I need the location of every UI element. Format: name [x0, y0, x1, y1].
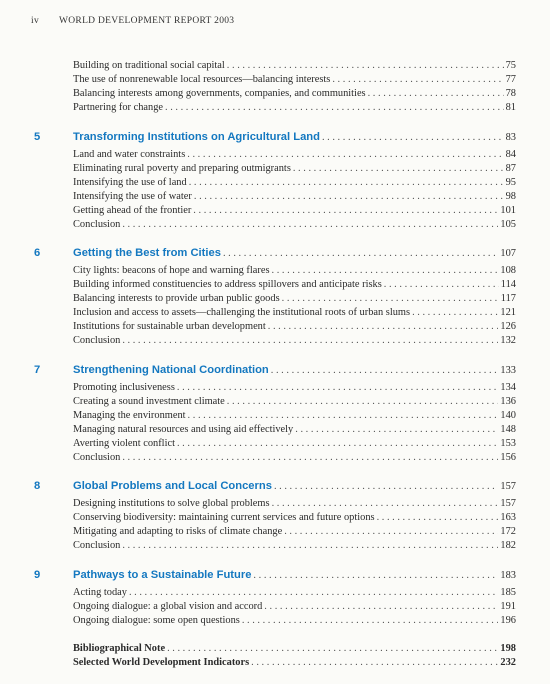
page-ref: 153 [500, 437, 516, 449]
page-ref: 81 [505, 102, 516, 113]
page-ref: 75 [505, 60, 516, 71]
toc-entry[interactable] [73, 218, 516, 232]
entry-title: Acting today [73, 586, 127, 598]
page-ref: 157 [500, 498, 516, 509]
toc-entry[interactable] [73, 525, 516, 539]
dot-leader [384, 278, 499, 292]
dot-leader [177, 437, 498, 451]
entry-title: Ongoing dialogue: a global vision and accord [73, 600, 263, 612]
dot-leader [122, 539, 498, 553]
report-title: WORLD DEVELOPMENT REPORT 2003 [59, 16, 235, 26]
entry-title: Building informed constituencies to address spillovers and anticipate risks [73, 279, 382, 290]
toc-entry[interactable] [73, 320, 516, 334]
dot-leader [253, 569, 498, 583]
entry-title: Eliminating rural poverty and preparing outmigrants [73, 162, 291, 174]
dot-leader [368, 87, 504, 101]
toc-entry[interactable] [73, 423, 516, 437]
entry-title: Building on traditional social capital [73, 60, 225, 71]
toc-entry[interactable] [73, 451, 516, 465]
toc-entry[interactable] [73, 306, 516, 320]
chapter-title: Global Problems and Local Concerns [73, 480, 272, 492]
dot-leader [412, 306, 498, 320]
dot-leader [227, 395, 499, 409]
chapter-number: 7 [34, 363, 41, 376]
entry-title: Ongoing dialogue: some open questions [73, 614, 240, 626]
page-ref: 148 [500, 423, 516, 435]
toc-entry[interactable] [73, 101, 516, 115]
toc-entry[interactable] [73, 586, 516, 600]
toc-entry[interactable] [73, 600, 516, 614]
page-ref: 77 [505, 74, 516, 85]
page-ref: 136 [500, 395, 516, 407]
dot-leader [188, 409, 499, 423]
page-ref: 105 [500, 218, 516, 230]
toc-entry[interactable] [73, 73, 516, 87]
entry-title: Conclusion [73, 335, 121, 346]
page-ref: 182 [500, 540, 516, 551]
entry-title: Institutions for sustainable urban development [73, 321, 266, 332]
chapter-number: 9 [34, 568, 41, 581]
dot-leader [129, 586, 498, 600]
page-ref: 134 [500, 381, 516, 393]
entry-title: Land and water constraints [73, 148, 186, 160]
dot-leader [284, 525, 498, 539]
dot-leader [187, 148, 503, 162]
dot-leader [122, 451, 498, 465]
chapter-number: 5 [34, 130, 41, 143]
toc-entry[interactable] [73, 409, 516, 423]
dot-leader [293, 162, 504, 176]
page-ref: 140 [500, 409, 516, 421]
page-ref: 157 [500, 481, 516, 492]
dot-leader [194, 190, 504, 204]
page-ref: 163 [500, 512, 516, 523]
dot-leader [295, 423, 498, 437]
page-ref: 132 [500, 335, 516, 346]
page-ref: 172 [500, 526, 516, 537]
running-header [31, 16, 234, 26]
entry-title: Balancing interests among governments, companies, and communities [73, 88, 366, 99]
chapter-title: Transforming Institutions on Agricultural Land [73, 130, 320, 143]
entry-title: Designing institutions to solve global problems [73, 498, 270, 509]
dot-leader [251, 656, 498, 670]
toc-entry[interactable] [73, 59, 516, 73]
dot-leader [167, 642, 498, 656]
toc-entry[interactable] [73, 264, 516, 278]
chapter-heading[interactable] [73, 479, 516, 494]
entry-title: Getting ahead of the frontier [73, 204, 192, 216]
entry-title: Balancing interests to provide urban public goods [73, 293, 280, 304]
toc-entry[interactable] [73, 278, 516, 292]
page-ref: 126 [500, 321, 516, 332]
toc-entry[interactable] [73, 148, 516, 162]
dot-leader [122, 334, 498, 348]
dot-leader [227, 59, 504, 73]
page-ref: 84 [505, 148, 516, 160]
toc-entry[interactable] [73, 511, 516, 525]
entry-title: Bibliographical Note [73, 642, 166, 654]
toc-entry[interactable] [73, 395, 516, 409]
toc-entry[interactable] [73, 656, 516, 670]
toc-entry[interactable] [73, 292, 516, 306]
page-ref: 198 [500, 642, 516, 654]
entry-title: Managing the environment [73, 409, 186, 421]
chapter-number: 8 [34, 480, 41, 492]
page-ref: 101 [500, 204, 516, 216]
chapter-title: Strengthening National Coordination [73, 363, 269, 376]
dot-leader [264, 600, 498, 614]
page-ref: 191 [500, 600, 516, 612]
page-ref: 156 [500, 451, 516, 463]
page-number: iv [31, 16, 39, 26]
page-ref: 232 [500, 656, 516, 668]
dot-leader [282, 292, 499, 306]
dot-leader [332, 73, 503, 87]
dot-leader [274, 480, 498, 494]
dot-leader [193, 204, 498, 218]
toc-entry[interactable] [73, 162, 516, 176]
page-ref: 83 [505, 131, 516, 143]
entry-title: Conserving biodiversity: maintaining current services and future options [73, 512, 375, 523]
page-ref: 95 [505, 176, 516, 188]
entry-title: Promoting inclusiveness [73, 381, 175, 393]
entry-title: Intensifying the use of water [73, 190, 192, 202]
chapter-heading[interactable] [73, 568, 516, 583]
chapter-heading[interactable] [73, 246, 516, 261]
toc-entry[interactable] [73, 614, 516, 628]
entry-title: City lights: beacons of hope and warning flares [73, 265, 270, 276]
chapter-title: Pathways to a Sustainable Future [73, 568, 252, 581]
chapter-heading[interactable] [73, 130, 516, 145]
dot-leader [271, 364, 499, 378]
dot-leader [189, 176, 504, 190]
page-ref: 196 [500, 614, 516, 626]
dot-leader [122, 218, 498, 232]
dot-leader [165, 101, 504, 115]
page-ref: 114 [500, 279, 516, 290]
page-ref: 121 [500, 307, 516, 318]
page-ref: 117 [500, 293, 516, 304]
dot-leader [272, 497, 499, 511]
dot-leader [223, 247, 498, 261]
page-ref: 133 [500, 364, 516, 376]
toc-entry[interactable] [73, 497, 516, 511]
dot-leader [322, 131, 504, 145]
toc-entry[interactable] [73, 176, 516, 190]
page-ref: 98 [505, 190, 516, 202]
dot-leader [177, 381, 499, 395]
entry-title: Creating a sound investment climate [73, 395, 225, 407]
entry-title: Conclusion [73, 218, 121, 230]
toc-entry[interactable] [73, 539, 516, 553]
entry-title: Mitigating and adapting to risks of climate change [73, 526, 283, 537]
dot-leader [242, 614, 499, 628]
dot-leader [268, 320, 499, 334]
page-ref: 183 [500, 569, 516, 581]
toc-entry[interactable] [73, 642, 516, 656]
chapter-number: 6 [34, 247, 41, 259]
entry-title: Conclusion [73, 451, 121, 463]
toc-entry[interactable] [73, 437, 516, 451]
dot-leader [377, 511, 499, 525]
page-ref: 185 [500, 586, 516, 598]
entry-title: Managing natural resources and using aid effectively [73, 423, 294, 435]
chapter-title: Getting the Best from Cities [73, 247, 221, 259]
dot-leader [272, 264, 499, 278]
entry-title: Intensifying the use of land [73, 176, 187, 188]
chapter-heading[interactable] [73, 363, 516, 378]
page-ref: 108 [500, 265, 516, 276]
page-ref: 107 [500, 248, 516, 259]
entry-title: Averting violent conflict [73, 437, 175, 449]
entry-title: Partnering for change [73, 102, 164, 113]
entry-title: Conclusion [73, 540, 121, 551]
toc-entry[interactable] [73, 204, 516, 218]
toc-entry[interactable] [73, 87, 516, 101]
toc-entry[interactable] [73, 190, 516, 204]
page-ref: 87 [505, 162, 516, 174]
toc-entry[interactable] [73, 381, 516, 395]
entry-title: The use of nonrenewable local resources—balancing interests [73, 74, 331, 85]
entry-title: Selected World Development Indicators [73, 656, 250, 668]
toc-entry[interactable] [73, 334, 516, 348]
entry-title: Inclusion and access to assets—challenging the institutional roots of urban slums [73, 307, 411, 318]
page-ref: 78 [505, 88, 516, 99]
